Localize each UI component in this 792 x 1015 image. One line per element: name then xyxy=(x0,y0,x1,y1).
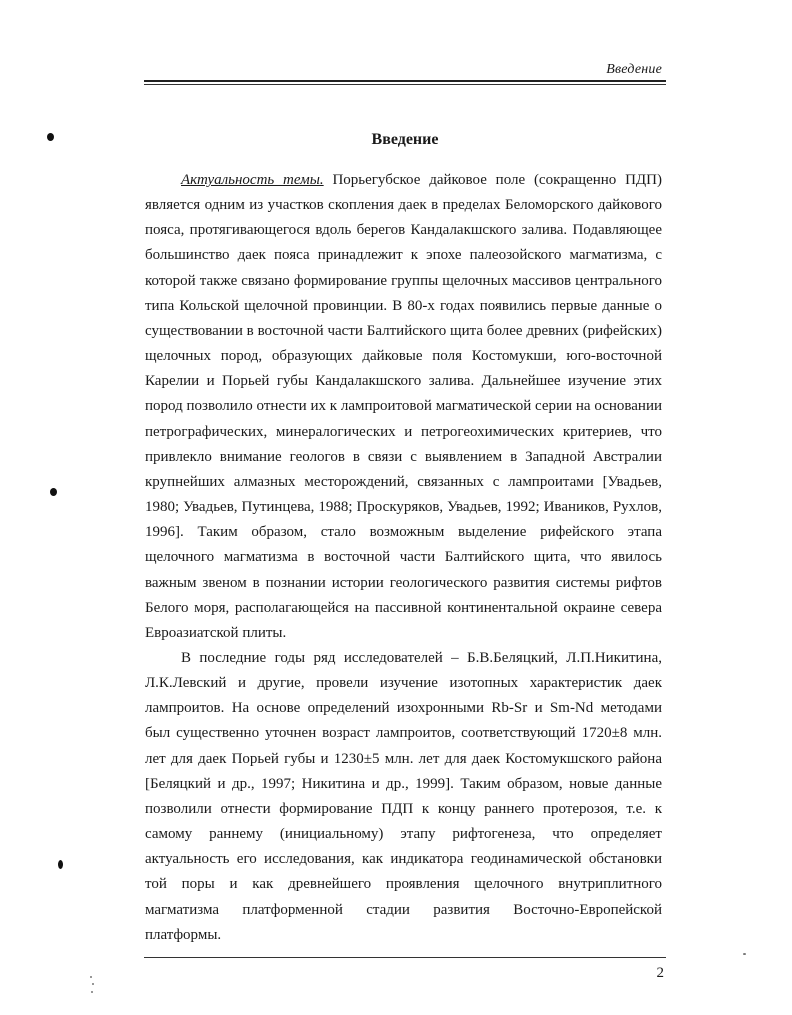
scan-speck-1 xyxy=(90,976,92,978)
footer-rule xyxy=(144,957,666,958)
paragraph-1-lead: Актуальность темы. xyxy=(181,172,324,188)
running-head: Введение xyxy=(606,62,662,77)
header-rule-thick xyxy=(144,80,666,82)
body-text xyxy=(145,168,662,948)
paragraph-1-text: Порьегубское дайковое поле (сокращенно ПДП) является одним из участков скопления даек в пределах Беломорского дайкового пояса, протягивающегося вдоль берегов Кандалакшского залива. Подавляющее большинство даек пояса принадлежит к эпохе палеозойского магматизма, с которой также связано формирование группы щелочных массивов центрального типа Кольской щелочной провинции. В 80-х годах появились первые данные о существовании в восточной части Балтийского щита более древних (рифейских) щелочных пород, образующих дайковые поля Костомукши, юго-восточной Карелии и Порьей губы Кандалакшского залива. Дальнейшее изучение этих пород позволило отнести их к лампроитовой магматической серии на основании петрографических, минералогических и петрогеохимических критериев, что привлекло внимание геологов в связи с выявлением в Западной Австралии крупнейших алмазных месторождений, связанных с лампроитами [Увадьев, 1980; Увадьев, Путинцева, 1988; Проскуряков, Увадьев, 1992; Иваников, Рухлов, 1996]. Таким образом, стало возможным выделение рифейского этапа щелочного магматизма в восточной части Балтийского щита, что явилось важным звеном в познании истории геологического развития системы рифтов Белого моря, располагающейся на пассивной континентальной окраине севера Евроазиатской плиты. xyxy=(145,172,662,641)
page-number: 2 xyxy=(656,965,664,981)
paragraph-1 xyxy=(145,168,662,646)
paragraph-2-text: В последние годы ряд исследователей – Б.В.Беляцкий, Л.П.Никитина, Л.К.Левский и другие, провели изучение изотопных характеристик даек лампроитов. На основе определений изохронными Rb-Sr и Sm-Nd методами был существенно уточнен возраст лампроитов, соответствующий 1720±8 млн. лет для даек Порьей губы и 1230±5 млн. лет для даек Костомукшского района [Беляцкий и др., 1997; Никитина и др., 1999]. Таким образом, новые данные позволили отнести формирование ПДП к концу раннего протерозоя, т.е. к самому раннему (инициальному) этапу рифтогенеза, что определяет актуальность его исследования, как индикатора геодинамической обстановки той поры и как древнейшего проявления щелочного внутриплитного магматизма платформенной стадии развития Восточно-Европейской платформы. xyxy=(145,649,662,943)
punch-hole-mark-top xyxy=(47,133,54,141)
paragraph-2 xyxy=(145,646,662,948)
punch-hole-mark-bottom xyxy=(58,860,63,869)
scan-speck-4 xyxy=(743,953,746,955)
punch-hole-mark-middle xyxy=(50,488,57,496)
scan-speck-2 xyxy=(92,983,94,985)
scan-speck-3 xyxy=(91,991,93,993)
header-rule-thin xyxy=(144,84,666,85)
page-title: Введение xyxy=(371,131,439,148)
